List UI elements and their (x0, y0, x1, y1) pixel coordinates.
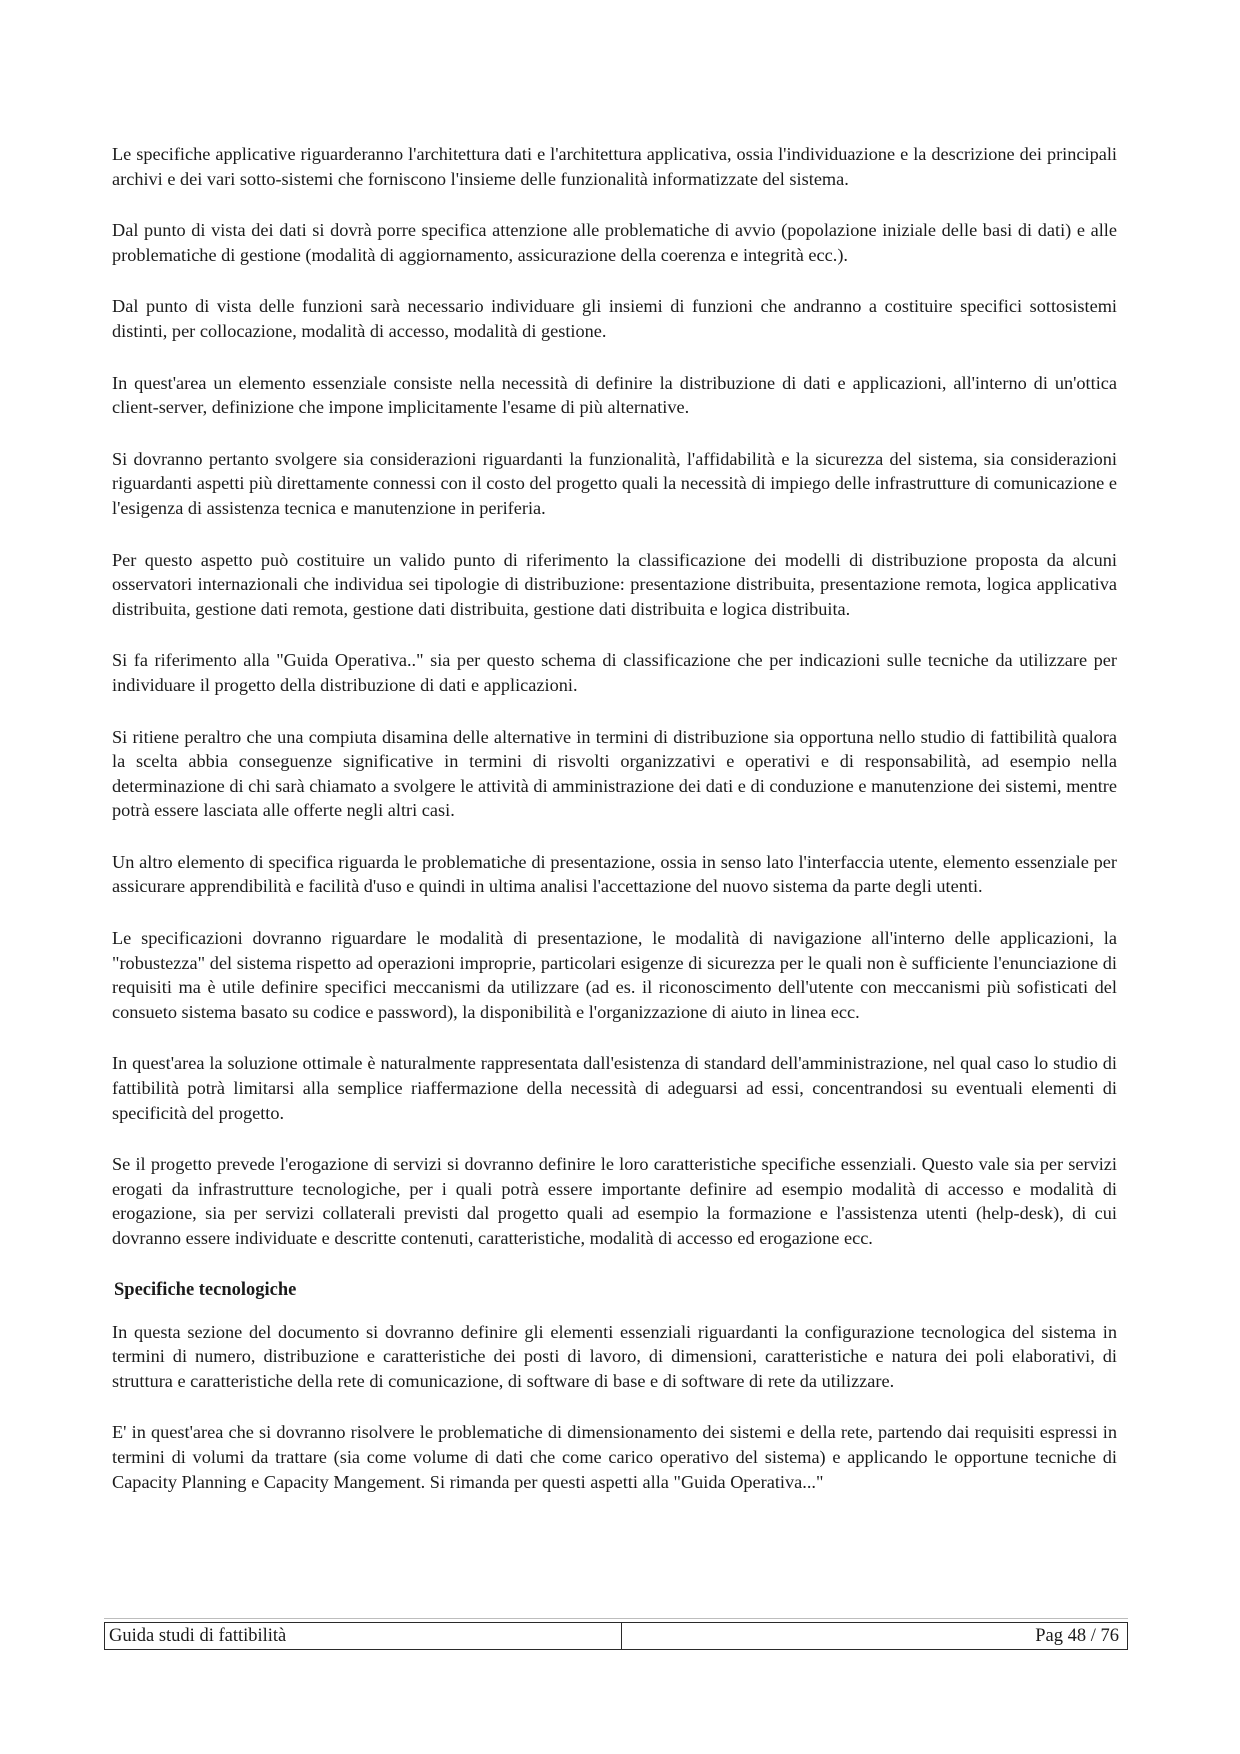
paragraph: Dal punto di vista dei dati si dovrà porre specifica attenzione alle problematiche di avvio (popolazione iniziale delle basi di dati) e alle problematiche di gestione (modalità di aggiornamento, assicurazione della coerenza e integrità ecc.). (112, 220, 1117, 265)
paragraph: Dal punto di vista delle funzioni sarà necessario individuare gli insiemi di funzioni che andranno a costituire specifici sottosistemi distinti, per collocazione, modalità di accesso, modalità di gestione. (112, 296, 1117, 341)
paragraph: In quest'area la soluzione ottimale è naturalmente rappresentata dall'esistenza di standard dell'amministrazione, nel qual caso lo studio di fattibilità potrà limitarsi alla semplice riaffermazione della necessità di adeguarsi ad essi, concentrandosi su eventuali elementi di specificità del progetto. (112, 1053, 1117, 1123)
paragraph: Si ritiene peraltro che una compiuta disamina delle alternative in termini di distribuzione sia opportuna nello studio di fattibilità qualora la scelta abbia conseguenze significative in termini di risvolti organizzativi e operativi e di responsabilità, ad esempio nella determinazione di chi sarà chiamato a svolgere le attività di amministrazione dei dati e di conduzione e manutenzione dei sistemi, mentre potrà essere lasciata alle offerte negli altri casi. (112, 726, 1117, 821)
paragraph: Si fa riferimento alla "Guida Operativa.." sia per questo schema di classificazione che per indicazioni sulle tecniche da utilizzare per individuare il progetto della distribuzione di dati e applicazioni. (112, 650, 1117, 695)
paragraph: Si dovranno pertanto svolgere sia considerazioni riguardanti la funzionalità, l'affidabilità e la sicurezza del sistema, sia considerazioni riguardanti aspetti più direttamente connessi con il costo del progetto quali la necessità di impiego delle infrastrutture di comunicazione e l'esigenza di assistenza tecnica e manutenzione in periferia. (112, 448, 1117, 518)
paragraph: Se il progetto prevede l'erogazione di servizi si dovranno definire le loro caratteristiche specifiche essenziali. Questo vale sia per servizi erogati da infrastrutture tecnologiche, per i quali potrà essere importante definire ad esempio modalità di accesso e modalità di erogazione, sia per servizi collaterali previsti dal progetto quali ad esempio la formazione e l'assistenza utenti (help-desk), di cui dovranno essere individuate e descritte contenuti, caratteristiche, modalità di accesso ed erogazione ecc. (112, 1154, 1117, 1248)
page-footer (104, 1622, 1128, 1650)
paragraph: E' in quest'area che si dovranno risolvere le problematiche di dimensionamento dei sistemi e della rete, partendo dai requisiti espressi in termini di volumi da trattare (sia come volume di dati che come carico operativo del sistema) e applicando le opportune tecniche di Capacity Planning e Capacity Mangement. Si rimanda per questi aspetti alla "Guida Operativa..." (112, 1422, 1117, 1492)
footer-document-title: Guida studi di fattibilità (105, 1623, 622, 1649)
paragraph: In quest'area un elemento essenziale consiste nella necessità di definire la distribuzione di dati e applicazioni, all'interno di un'ottica client-server, definizione che impone implicitamente l'esame di più alternative. (112, 372, 1117, 418)
document-body (112, 142, 1117, 1521)
paragraph: Un altro elemento di specifica riguarda le problematiche di presentazione, ossia in senso lato l'interfaccia utente, elemento essenziale per assicurare apprendibilità e facilità d'uso e quindi in ultima analisi l'accettazione del nuovo sistema da parte degli utenti. (112, 851, 1117, 897)
paragraph: Le specificazioni dovranno riguardare le modalità di presentazione, le modalità di navigazione all'interno delle applicazioni, la "robustezza" del sistema rispetto ad operazioni improprie, particolari esigenze di sicurezza per le quali non è sufficiente l'enunciazione di requisiti ma è utile definire specifici meccanismi da utilizzare (ad es. il riconoscimento dell'utente con meccanismi più sofisticati del consueto sistema basato su codice e password), la disponibilità e l'organizzazione di aiuto in linea ecc. (112, 928, 1117, 1022)
footer-page-number: Pag 48 / 76 (1035, 1626, 1119, 1646)
paragraph: Per questo aspetto può costituire un valido punto di riferimento la classificazione dei modelli di distribuzione proposta da alcuni osservatori internazionali che individua sei tipologie di distribuzione: presentazione distribuita, presentazione remota, logica applicativa distribuita, gestione dati remota, gestione dati distribuita, gestione dati distribuita e logica distribuita. (112, 549, 1117, 619)
section-heading: Specifiche tecnologiche (114, 1279, 297, 1300)
paragraph: Le specifiche applicative riguarderanno l'architettura dati e l'architettura applicativa, ossia l'individuazione e la descrizione dei principali archivi e dei vari sotto-sistemi che forniscono l'insieme delle funzionalità informatizzate del sistema. (112, 144, 1117, 189)
paragraph: In questa sezione del documento si dovranno definire gli elementi essenziali riguardanti la configurazione tecnologica del sistema in termini di numero, distribuzione e caratteristiche dei posti di lavoro, di dimensioni, caratteristiche e natura dei poli elaborativi, di struttura e caratteristiche della rete di comunicazione, di software di base e di software di rete da utilizzare. (112, 1321, 1117, 1391)
footer-rule (104, 1618, 1128, 1619)
